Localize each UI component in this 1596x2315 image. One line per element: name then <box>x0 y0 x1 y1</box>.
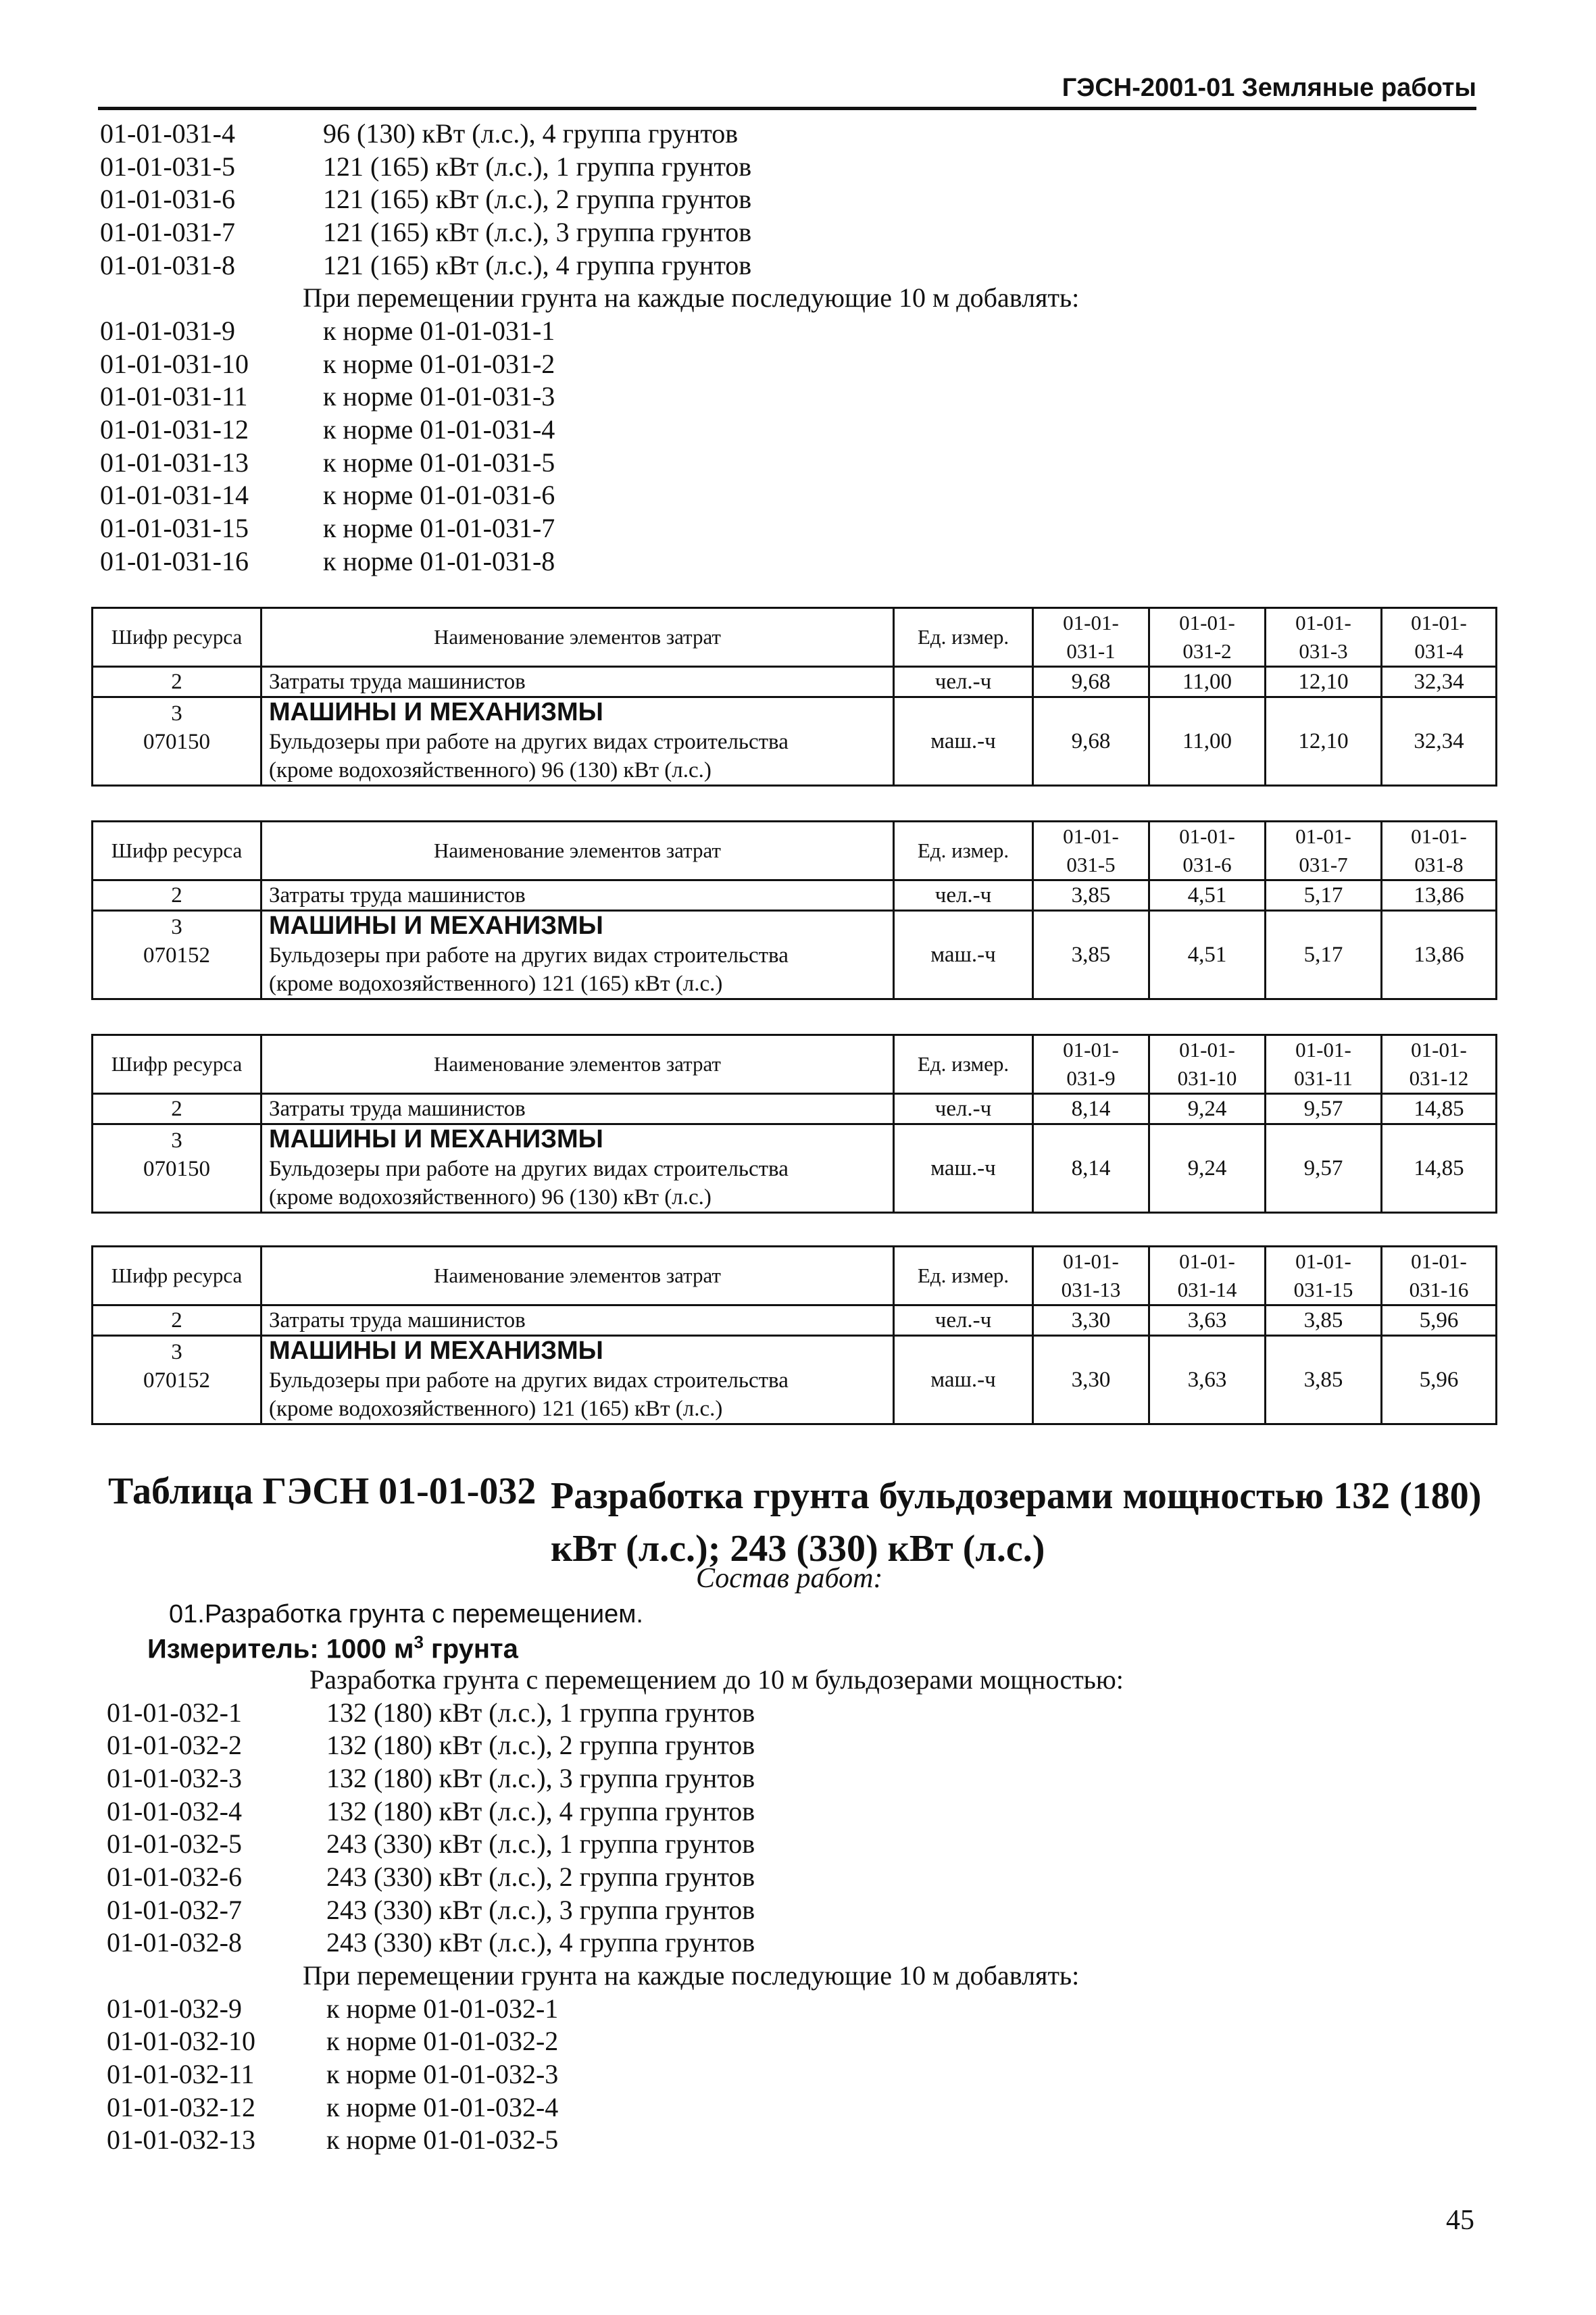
value-cell: 3,85 <box>1266 1336 1382 1424</box>
table-header-row <box>93 1035 1497 1094</box>
list-item <box>100 545 1079 578</box>
cost-element-name: МАШИНЫ И МЕХАНИЗМЫ Бульдозеры при работе на других видах строительства (кроме водохозяйственного) 121 (165) кВт (л.с.) <box>261 911 894 999</box>
value-cell: 5,96 <box>1382 1305 1497 1336</box>
cost-element-name: МАШИНЫ И МЕХАНИЗМЫ Бульдозеры при работе на других видах строительства (кроме водохозяйственного) 121 (165) кВт (л.с.) <box>261 1336 894 1424</box>
unit: чел.-ч <box>894 667 1033 697</box>
value-cell: 12,10 <box>1266 667 1382 697</box>
table-row <box>93 911 1497 999</box>
column-header: Ед. измер. <box>894 1035 1033 1094</box>
page-number: 45 <box>1446 2205 1474 2236</box>
norm-text: к норме 01-01-032-5 <box>326 2124 559 2156</box>
value-cell: 8,14 <box>1033 1094 1149 1124</box>
list-item <box>107 2124 1124 2157</box>
norm-text: к норме 01-01-032-3 <box>326 2059 559 2090</box>
norm-text: 243 (330) кВт (л.с.), 4 группа грунтов <box>326 1927 755 1958</box>
value-cell: 5,17 <box>1266 911 1382 999</box>
resource-table <box>91 1245 1497 1425</box>
table-title: Таблица ГЭСН 01-01-032 <box>108 1470 537 1512</box>
norm-code: 01-01-031-12 <box>100 414 249 445</box>
table-header-row <box>93 1247 1497 1305</box>
list-item <box>100 216 1079 249</box>
resource-code: 3 070150 <box>93 697 261 786</box>
norm-text: к норме 01-01-031-4 <box>323 414 555 445</box>
value-cell: 13,86 <box>1382 911 1497 999</box>
unit: маш.-ч <box>894 1124 1033 1213</box>
norm-code: 01-01-031-15 <box>100 513 249 544</box>
norm-column-header: 01-01- 031-12 <box>1382 1035 1497 1094</box>
value-cell: 3,63 <box>1149 1336 1266 1424</box>
composition-heading: Состав работ: <box>696 1563 883 1594</box>
norm-code: 01-01-032-3 <box>107 1762 242 1793</box>
cost-element-name: Затраты труда машинистов <box>261 1094 894 1124</box>
list-item <box>107 1860 1124 1893</box>
cost-element-name: Затраты труда машинистов <box>261 880 894 911</box>
column-header: Шифр ресурса <box>93 608 261 667</box>
resource-code: 2 <box>93 1305 261 1336</box>
norm-text: к норме 01-01-031-7 <box>323 513 555 544</box>
norm-code: 01-01-031-10 <box>100 348 249 379</box>
list-item <box>100 380 1079 414</box>
norm-text: к норме 01-01-031-8 <box>323 545 555 576</box>
value-cell: 5,96 <box>1382 1336 1497 1424</box>
norm-text: 243 (330) кВт (л.с.), 1 группа грунтов <box>326 1828 755 1860</box>
value-cell: 3,63 <box>1149 1305 1266 1336</box>
norm-column-header: 01-01- 031-15 <box>1266 1247 1382 1305</box>
resource-table <box>91 607 1497 787</box>
list-item <box>107 1728 1124 1762</box>
norm-code: 01-01-032-10 <box>107 2026 255 2057</box>
norm-code: 01-01-031-4 <box>100 118 235 149</box>
column-header: Ед. измер. <box>894 608 1033 667</box>
norm-code: 01-01-031-16 <box>100 545 249 576</box>
norm-column-header: 01-01- 031-6 <box>1149 822 1266 880</box>
unit: чел.-ч <box>894 1305 1033 1336</box>
value-cell: 9,68 <box>1033 697 1149 786</box>
norm-text: 121 (165) кВт (л.с.), 3 группа грунтов <box>323 216 752 247</box>
list-item <box>100 413 1079 446</box>
value-cell: 3,30 <box>1033 1305 1149 1336</box>
column-header: Шифр ресурса <box>93 1247 261 1305</box>
norm-column-header: 01-01- 031-14 <box>1149 1247 1266 1305</box>
value-cell: 14,85 <box>1382 1124 1497 1213</box>
norm-code: 01-01-031-14 <box>100 480 249 511</box>
norm-column-header: 01-01- 031-4 <box>1382 608 1497 667</box>
running-header <box>98 73 1476 110</box>
list-item <box>100 479 1079 512</box>
table-row <box>93 1336 1497 1424</box>
table-row <box>93 880 1497 911</box>
list-item <box>100 314 1079 347</box>
norm-text: к норме 01-01-032-1 <box>326 1993 559 2024</box>
norm-text: 132 (180) кВт (л.с.), 2 группа грунтов <box>326 1730 755 1761</box>
list-item <box>107 2025 1124 2058</box>
resource-code: 2 <box>93 880 261 911</box>
list-item <box>100 249 1079 282</box>
norm-column-header: 01-01- 031-5 <box>1033 822 1149 880</box>
list-intro: Разработка грунта с перемещением до 10 м бульдозерами мощностью: <box>309 1664 1124 1695</box>
list-item <box>100 446 1079 479</box>
value-cell: 9,68 <box>1033 667 1149 697</box>
resource-code: 3 070152 <box>93 1336 261 1424</box>
column-header: Шифр ресурса <box>93 822 261 880</box>
norm-code: 01-01-032-13 <box>107 2124 255 2156</box>
norm-code: 01-01-031-8 <box>100 249 235 280</box>
norm-code: 01-01-032-8 <box>107 1927 242 1958</box>
norm-text: 132 (180) кВт (л.с.), 3 группа грунтов <box>326 1762 755 1793</box>
list-item <box>107 2058 1124 2091</box>
norm-code: 01-01-032-4 <box>107 1795 242 1826</box>
unit: чел.-ч <box>894 880 1033 911</box>
norm-column-header: 01-01- 031-9 <box>1033 1035 1149 1094</box>
norm-code: 01-01-032-6 <box>107 1861 242 1892</box>
norm-text: 121 (165) кВт (л.с.), 2 группа грунтов <box>323 184 752 215</box>
norm-text: 243 (330) кВт (л.с.), 2 группа грунтов <box>326 1861 755 1892</box>
resource-code: 3 070150 <box>93 1124 261 1213</box>
value-cell: 4,51 <box>1149 880 1266 911</box>
resource-table <box>91 1034 1497 1214</box>
norm-column-header: 01-01- 031-11 <box>1266 1035 1382 1094</box>
norm-text: к норме 01-01-032-2 <box>326 2026 559 2057</box>
norm-code: 01-01-031-5 <box>100 151 235 182</box>
cost-element-name: Затраты труда машинистов <box>261 1305 894 1336</box>
table-header-row <box>93 608 1497 667</box>
norm-column-header: 01-01- 031-10 <box>1149 1035 1266 1094</box>
norm-text: к норме 01-01-031-1 <box>323 315 555 346</box>
addition-note: При перемещении грунта на каждые последующие 10 м добавлять: <box>303 282 1080 314</box>
list-item <box>100 512 1079 545</box>
norm-text: 132 (180) кВт (л.с.), 4 группа грунтов <box>326 1795 755 1826</box>
resource-code: 2 <box>93 667 261 697</box>
work-item: 01.Разработка грунта с перемещением. <box>169 1600 643 1628</box>
list-item <box>100 347 1079 380</box>
list-item <box>100 150 1079 183</box>
list-item <box>107 1696 1124 1729</box>
list-item <box>107 1827 1124 1860</box>
column-header: Наименование элементов затрат <box>261 1035 894 1094</box>
value-cell: 3,85 <box>1266 1305 1382 1336</box>
value-cell: 11,00 <box>1149 697 1266 786</box>
resource-code: 3 070152 <box>93 911 261 999</box>
unit: маш.-ч <box>894 1336 1033 1424</box>
norm-text: 121 (165) кВт (л.с.), 1 группа грунтов <box>323 151 752 182</box>
table-row <box>93 1124 1497 1213</box>
table-row <box>93 1094 1497 1124</box>
cost-element-name: МАШИНЫ И МЕХАНИЗМЫ Бульдозеры при работе на других видах строительства (кроме водохозяйственного) 96 (130) кВт (л.с.) <box>261 1124 894 1213</box>
norm-text: к норме 01-01-032-4 <box>326 2091 559 2122</box>
value-cell: 5,17 <box>1266 880 1382 911</box>
unit: чел.-ч <box>894 1094 1033 1124</box>
value-cell: 3,85 <box>1033 880 1149 911</box>
value-cell: 12,10 <box>1266 697 1382 786</box>
column-header: Наименование элементов затрат <box>261 1247 894 1305</box>
norm-code: 01-01-031-9 <box>100 315 235 346</box>
norm-code: 01-01-032-1 <box>107 1697 242 1728</box>
cost-element-name: МАШИНЫ И МЕХАНИЗМЫ Бульдозеры при работе на других видах строительства (кроме водохозяйственного) 96 (130) кВт (л.с.) <box>261 697 894 786</box>
value-cell: 9,24 <box>1149 1124 1266 1213</box>
unit: маш.-ч <box>894 697 1033 786</box>
norm-text: к норме 01-01-031-6 <box>323 480 555 511</box>
resource-table <box>91 820 1497 1000</box>
norm-column-header: 01-01- 031-16 <box>1382 1247 1497 1305</box>
column-header: Ед. измер. <box>894 1247 1033 1305</box>
value-cell: 9,24 <box>1149 1094 1266 1124</box>
value-cell: 4,51 <box>1149 911 1266 999</box>
norm-column-header: 01-01- 031-7 <box>1266 822 1382 880</box>
unit: маш.-ч <box>894 911 1033 999</box>
value-cell: 9,57 <box>1266 1094 1382 1124</box>
norm-text: к норме 01-01-031-3 <box>323 381 555 412</box>
norm-column-header: 01-01- 031-3 <box>1266 608 1382 667</box>
value-cell: 3,30 <box>1033 1336 1149 1424</box>
table-row <box>93 667 1497 697</box>
list-item <box>100 182 1079 216</box>
value-cell: 11,00 <box>1149 667 1266 697</box>
list-item <box>107 2091 1124 2124</box>
cost-element-name: Затраты труда машинистов <box>261 667 894 697</box>
norm-text: 96 (130) кВт (л.с.), 4 группа грунтов <box>323 118 739 149</box>
norm-code: 01-01-032-2 <box>107 1730 242 1761</box>
resource-code: 2 <box>93 1094 261 1124</box>
norm-code: 01-01-032-12 <box>107 2091 255 2122</box>
list-item <box>107 1992 1124 2025</box>
table-description: Разработка грунта бульдозерами мощностью 132 (180) кВт (л.с.); 243 (330) кВт (л.с.) <box>551 1475 1482 1570</box>
norm-code: 01-01-031-11 <box>100 381 248 412</box>
norm-column-header: 01-01- 031-8 <box>1382 822 1497 880</box>
norm-text: 121 (165) кВт (л.с.), 4 группа грунтов <box>323 249 752 280</box>
column-header: Наименование элементов затрат <box>261 822 894 880</box>
norm-code: 01-01-032-11 <box>107 2059 255 2090</box>
norm-text: к норме 01-01-031-5 <box>323 447 555 478</box>
norm-column-header: 01-01- 031-1 <box>1033 608 1149 667</box>
table-row <box>93 697 1497 786</box>
value-cell: 8,14 <box>1033 1124 1149 1213</box>
norm-column-header: 01-01- 031-2 <box>1149 608 1266 667</box>
measure-unit: Измеритель: 1000 $м^3$ грунта <box>147 1632 518 1664</box>
norm-column-header: 01-01- 031-13 <box>1033 1247 1149 1305</box>
column-header: Шифр ресурса <box>93 1035 261 1094</box>
value-cell: 13,86 <box>1382 880 1497 911</box>
norm-code: 01-01-031-6 <box>100 184 235 215</box>
norm-code: 01-01-032-9 <box>107 1993 242 2024</box>
norm-code: 01-01-032-7 <box>107 1894 242 1925</box>
value-cell: 32,34 <box>1382 667 1497 697</box>
norm-text: 132 (180) кВт (л.с.), 1 группа грунтов <box>326 1697 755 1728</box>
value-cell: 32,34 <box>1382 697 1497 786</box>
value-cell: 3,85 <box>1033 911 1149 999</box>
list-item <box>107 1926 1124 1960</box>
table-header-row <box>93 822 1497 880</box>
addition-note: При перемещении грунта на каждые последующие 10 м добавлять: <box>303 1960 1080 1991</box>
list-item <box>100 117 1079 150</box>
list-item <box>107 1795 1124 1828</box>
column-header: Ед. измер. <box>894 822 1033 880</box>
norm-list-031 <box>100 117 1079 578</box>
header-title: ГЭСН-2001-01 Земляные работы <box>1062 74 1476 102</box>
list-item <box>107 1762 1124 1795</box>
table-row <box>93 1305 1497 1336</box>
value-cell: 14,85 <box>1382 1094 1497 1124</box>
norm-code: 01-01-031-13 <box>100 447 249 478</box>
norm-code: 01-01-032-5 <box>107 1828 242 1860</box>
norm-text: к норме 01-01-031-2 <box>323 348 555 379</box>
norm-text: 243 (330) кВт (л.с.), 3 группа грунтов <box>326 1894 755 1925</box>
column-header: Наименование элементов затрат <box>261 608 894 667</box>
norm-list-032 <box>107 1663 1124 2156</box>
norm-code: 01-01-031-7 <box>100 216 235 247</box>
value-cell: 9,57 <box>1266 1124 1382 1213</box>
list-item <box>107 1893 1124 1926</box>
